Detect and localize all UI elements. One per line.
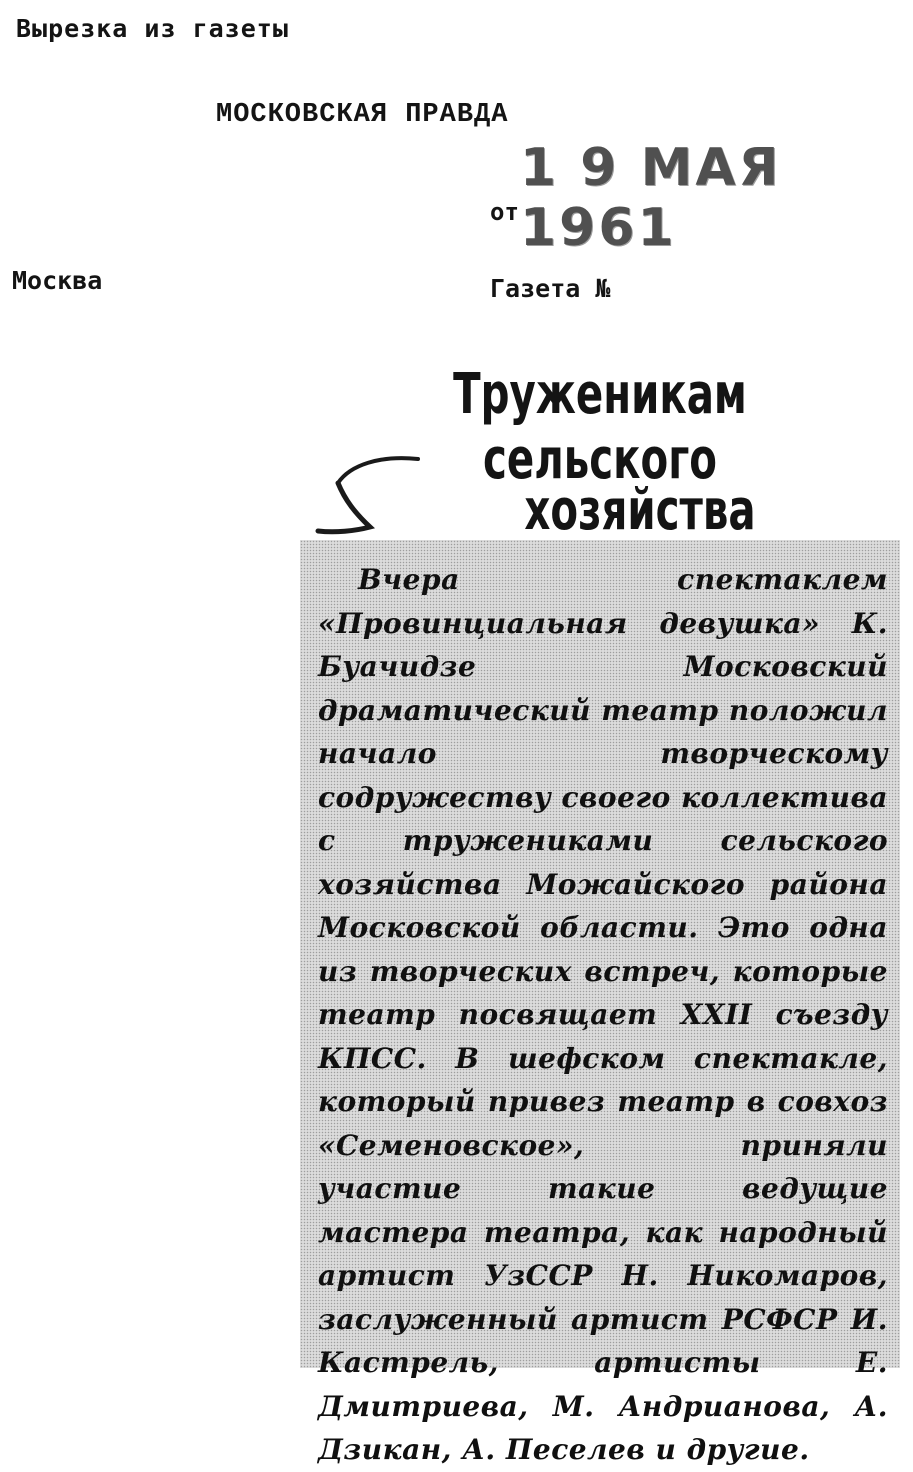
newspaper-name: МОСКОВСКАЯ ПРАВДА xyxy=(216,100,509,130)
issue-number-label: Газета № xyxy=(490,274,611,303)
article-body: Вчера спектаклем «Провинциальная девушка» К. Буачидзе Московский драматический театр положил начало творческому содружеству своего коллектива с тружениками сельского хозяйства Можайского района Московской области. Это одна из творческих встреч, которые театр посвящает XXII съезду КПСС. В шефском спектакле, который привез театр в совхоз «Семеновское», приняли участие такие ведущие мастера театра, как народный артист УзССР Н. Никомаров, заслуженный артист РСФСР И. Кастрель, артисты Е. Дмитриева, М. Андрианова, А. Дзикан, А. Песелев и другие. xyxy=(318,563,888,1466)
date-stamp: 1 9 МАЯ 1961 xyxy=(520,138,782,258)
from-label: от xyxy=(490,198,519,226)
clipping-label: Вырезка из газеты xyxy=(16,14,289,43)
city-label: Москва xyxy=(12,266,103,295)
article-headline-line-2: хозяйства xyxy=(524,478,756,543)
article-headline-line-1: Труженикам сельского xyxy=(453,362,747,492)
handwritten-mark-icon xyxy=(300,445,440,545)
